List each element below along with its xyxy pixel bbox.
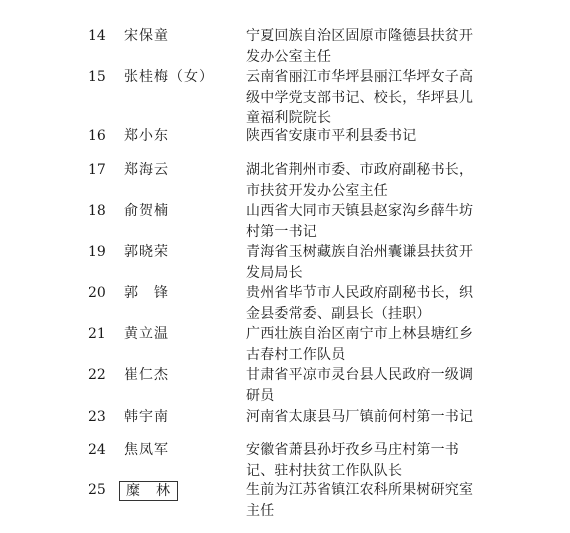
entry-description: 云南省丽江市华坪县丽江华坪女子高 级中学党支部书记、校长，华坪县儿 童福利院院长 [246,69,474,126]
entry-number: 21 [88,326,106,342]
entry-description: 河南省太康县马厂镇前何村第一书记 [246,409,474,425]
entry-description: 陕西省安康市平利县委书记 [246,128,417,144]
entry-number: 23 [88,409,106,425]
entry-description: 山西省大同市天镇县赵家沟乡薛牛坊 村第一书记 [246,203,474,240]
entry-description: 贵州省毕节市人民政府副秘书长，织 金县委常委、副县长（挂职） [246,285,474,322]
entry-description: 安徽省萧县孙圩孜乡马庄村第一书 记、驻村扶贫工作队队长 [246,442,459,479]
entry-number: 16 [88,128,106,144]
entry-name: 郑海云 [124,162,169,178]
entry-number: 24 [88,442,106,458]
entry-description: 湖北省荆州市委、市政府副秘书长， 市扶贫开发办公室主任 [246,162,474,199]
entry-name: 郭 锋 [124,285,169,301]
entry-name: 张桂梅（女） [124,69,214,85]
entry-number: 19 [88,244,106,260]
entry-description: 生前为江苏省镇江农科所果树研究室 主任 [246,482,474,519]
entry-name: 俞贺楠 [124,203,169,219]
entry-description: 广西壮族自治区南宁市上林县塘红乡 古春村工作队员 [246,326,474,363]
entry-number: 20 [88,285,106,301]
entry-name: 郑小东 [124,128,169,144]
entry-name: 郭晓荣 [124,244,169,260]
entry-description: 青海省玉树藏族自治州囊谦县扶贫开 发局局长 [246,244,474,281]
entry-name: 崔仁杰 [124,367,169,383]
entry-name: 黄立温 [124,326,169,342]
entry-number: 14 [88,28,106,44]
entry-number: 15 [88,69,106,85]
entry-name: 韩宇南 [124,409,169,425]
entry-name: 宋保童 [124,28,169,44]
entry-description: 宁夏回族自治区固原市隆德县扶贫开 发办公室主任 [246,28,474,65]
entry-name: 焦凤军 [124,442,169,458]
entry-number: 17 [88,162,106,178]
entry-number: 22 [88,367,106,383]
entry-number: 18 [88,203,106,219]
entry-number: 25 [88,482,106,498]
entry-description: 甘肃省平凉市灵台县人民政府一级调 研员 [246,367,474,404]
entry-name: 糜 林 [119,481,178,501]
